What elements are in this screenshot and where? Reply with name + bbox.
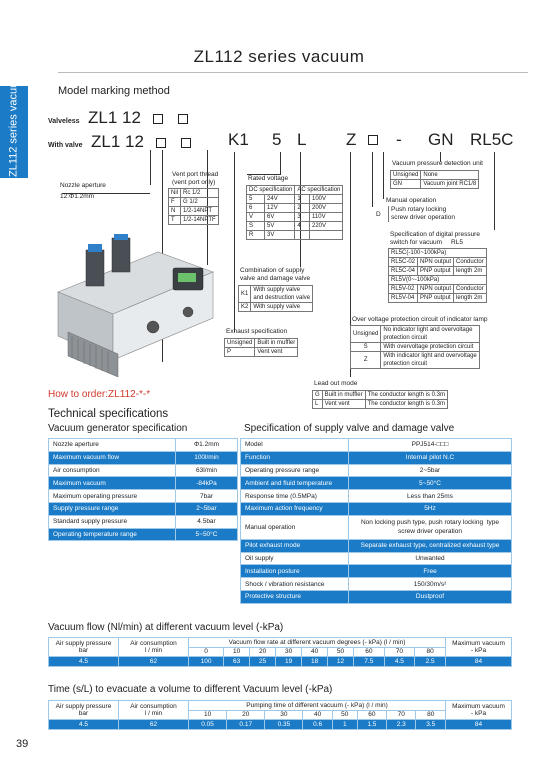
cell: Maximum vacuum - kPa — [446, 638, 512, 657]
time-heading: Time (s/L) to evacuate a volume to different Vacuum level (-kPa) — [48, 684, 333, 695]
cell: Unsigned — [351, 326, 381, 343]
code-box — [368, 135, 378, 145]
cell: 0.6 — [303, 720, 332, 730]
cell: Vent vent — [322, 400, 365, 409]
suffix-gn: GN — [428, 130, 454, 149]
valveless-label: Valveless — [48, 118, 80, 125]
valveless-code: ZL1 12 — [87, 108, 141, 127]
cell: 100V — [310, 195, 343, 204]
cell: 150/30m/s² — [349, 578, 512, 591]
generator-spec-table — [48, 438, 238, 541]
cell: With supply valve and destruction valve — [251, 286, 313, 303]
nozzle-title: Nozzle aperture — [60, 182, 106, 189]
suffix-rl5c: RL5C — [470, 130, 514, 149]
cell: DC specification — [247, 186, 295, 195]
suffix-l: L — [297, 130, 307, 149]
valve-heading: Specification of supply valve and damage valve — [244, 423, 455, 434]
cell: No indicator light and overvoltage protection circuit — [381, 326, 479, 343]
cell: Built in muffler — [255, 339, 298, 348]
suffix-k1: K1 — [228, 130, 249, 149]
cell: 63l/min — [176, 464, 238, 477]
rated-voltage-table — [246, 185, 343, 240]
cell: Maximum action frequency — [241, 502, 349, 515]
cell: RL5C-02 — [389, 258, 418, 267]
cell: Manual operation — [241, 515, 349, 539]
cell: 0.35 — [265, 720, 303, 730]
cell: 1.5 — [357, 720, 386, 730]
cell: 3V — [265, 231, 295, 240]
cell: NPN output — [418, 285, 454, 294]
cell: 1/2-14NPTF — [181, 216, 219, 225]
cell: N — [169, 207, 181, 216]
cell: Unwanted — [349, 552, 512, 565]
valve-spec-table — [240, 438, 512, 604]
valveless-row — [48, 108, 188, 128]
cell: 4.5 — [49, 720, 119, 730]
cell: RL5V-02 — [389, 285, 418, 294]
cell: Φ1.2mm — [176, 439, 238, 452]
manual-op-code: D — [376, 211, 381, 218]
cell: With overvoltage protection circuit — [381, 343, 479, 352]
suffix-z: Z — [346, 130, 357, 149]
cell: 3 — [295, 213, 310, 222]
suffix-5: 5 — [272, 130, 282, 149]
cell: 50 — [328, 647, 354, 657]
cell: 2.5 — [415, 657, 446, 667]
cell: Vacuum flow rate at different vacuum degrees (- kPa) (l / min) — [189, 638, 446, 648]
cell: 4 — [295, 222, 310, 231]
cell: S — [351, 343, 381, 352]
cell: Nil — [169, 189, 181, 198]
cell: Standard supply pressure — [49, 515, 176, 528]
code-box — [178, 114, 188, 124]
vent-thread-title: Vent port thread (vent port only) — [172, 171, 219, 186]
cell: 1 — [295, 195, 310, 204]
cell: 3.5 — [416, 720, 446, 730]
generator-heading: Vacuum generator specification — [48, 423, 188, 434]
cell: P — [225, 348, 255, 357]
cell: 4.5 — [49, 657, 119, 667]
cell: Maximum operating pressure — [49, 490, 176, 503]
cell: Conductor — [454, 285, 487, 294]
tech-heading: Technical specifications — [48, 408, 169, 420]
cell: Maximum vacuum flow — [49, 451, 176, 464]
exhaust-table — [224, 338, 298, 357]
cell: Air consumption — [49, 464, 176, 477]
cell: Operating pressure range — [241, 464, 349, 477]
cell: 62 — [119, 657, 189, 667]
cell: 84 — [446, 657, 512, 667]
cell: 5Hz — [349, 502, 512, 515]
cell: G 1/2 — [181, 198, 219, 207]
vent-thread-table — [168, 188, 219, 225]
cell: Unsigned — [225, 339, 255, 348]
cell: 5 — [247, 195, 265, 204]
cell: 63 — [224, 657, 250, 667]
cell: 40 — [303, 710, 332, 720]
cell: 6 — [247, 204, 265, 213]
cell: Protective structure — [241, 590, 349, 603]
cell: 70 — [384, 647, 415, 657]
vac-detect-table — [390, 170, 479, 189]
with-valve-code: ZL1 12 — [91, 132, 144, 151]
cell: None — [421, 171, 479, 180]
cell: Internal pilot N.C — [349, 451, 512, 464]
cell: With indicator light and overvoltage protection circuit — [381, 352, 479, 369]
digital-table — [388, 248, 487, 303]
cell: Function — [241, 451, 349, 464]
model-heading: Model marking method — [58, 85, 170, 97]
cell: 80 — [415, 647, 446, 657]
cell: Vacuum joint RC1/8 — [421, 180, 479, 189]
flow-heading: Vacuum flow (Nl/min) at different vacuum level (-kPa) — [48, 622, 284, 633]
cell: 0.17 — [227, 720, 265, 730]
time-table — [48, 700, 512, 730]
page-number: 39 — [16, 738, 29, 750]
cell: Air supply pressure bar — [49, 701, 119, 720]
manual-op-title: Manual operation — [386, 197, 437, 204]
cell: 80 — [416, 710, 446, 720]
cell: RL5C(-100~100kPa) — [389, 249, 487, 258]
cell: 0 — [189, 647, 224, 657]
exhaust-title: Exhaust specification — [226, 328, 288, 335]
product-illustration — [48, 232, 218, 382]
cell: 70 — [387, 710, 416, 720]
cell: 6V — [265, 213, 295, 222]
cell: 18 — [302, 657, 328, 667]
cell: 110V — [310, 213, 343, 222]
cell: Dustproof — [349, 590, 512, 603]
cell: Operating temperature range — [49, 528, 176, 541]
cell — [310, 231, 343, 240]
with-valve-row — [48, 132, 191, 152]
cell: 200V — [310, 204, 343, 213]
suffix-dash: - — [396, 130, 402, 149]
cell: Installation posture — [241, 565, 349, 578]
cell: 2.3 — [387, 720, 416, 730]
cell: Z — [351, 352, 381, 369]
side-tab-label: ZL112 series vacuum — [7, 72, 20, 177]
cell: Unsigned — [391, 171, 421, 180]
cell: Oil supply — [241, 552, 349, 565]
cell: RL5V(0~-100kPa) — [389, 276, 487, 285]
cell: NPN output — [418, 258, 454, 267]
cell: T — [169, 216, 181, 225]
cell: 60 — [354, 647, 385, 657]
cell: Separate exhaust type, centralized exhaust type — [349, 539, 512, 552]
cell: PNP output — [418, 294, 454, 303]
cell: 4.5 — [384, 657, 415, 667]
cell: 5V — [265, 222, 295, 231]
cell: 1/2-14NPT — [181, 207, 219, 216]
cell: length 2m — [454, 294, 487, 303]
cell: R — [247, 231, 265, 240]
cell: Pumping time of different vacuum (- kPa) (l / min) — [189, 701, 446, 711]
cell: Model — [241, 439, 349, 452]
cell: 7.5 — [354, 657, 385, 667]
cell: K1 — [239, 286, 251, 303]
digital-title: Specification of digital pressure switch for vacuum RL5 — [390, 231, 480, 246]
cell: V — [247, 213, 265, 222]
cell: 5~50°C — [349, 477, 512, 490]
cell: G — [313, 391, 323, 400]
overvoltage-table — [350, 325, 480, 369]
cell: 2~5bar — [349, 464, 512, 477]
cell: 62 — [119, 720, 189, 730]
cell: 20 — [250, 647, 276, 657]
order-code: How to order:ZL112-*-* — [48, 389, 151, 400]
cell: Conductor — [454, 258, 487, 267]
cell: 12 — [328, 657, 354, 667]
cell — [295, 231, 310, 240]
cell: With supply valve — [251, 303, 313, 312]
vac-detect-title: Vacuum pressure detection unit — [392, 160, 483, 167]
cell: Less than 25ms — [349, 490, 512, 503]
lead-out-table — [312, 390, 448, 409]
cell: 60 — [357, 710, 386, 720]
cell: -84kPa — [176, 477, 238, 490]
page-title: ZL112 series vacuum — [193, 47, 365, 66]
cell: 30 — [265, 710, 303, 720]
cell: RL5V-04 — [389, 294, 418, 303]
cell: Air supply pressure bar — [49, 638, 119, 657]
cell: 20 — [227, 710, 265, 720]
cell: L — [313, 400, 323, 409]
cell: 7bar — [176, 490, 238, 503]
cell: 2 — [295, 204, 310, 213]
cell: PPJ514-□□□ — [349, 439, 512, 452]
cell: AC specification — [295, 186, 343, 195]
cell: S — [247, 222, 265, 231]
cell: 25 — [250, 657, 276, 667]
rated-voltage-title: Rated voltage — [248, 175, 289, 182]
cell: 24V — [265, 195, 295, 204]
cell: 10 — [224, 647, 250, 657]
cell: length 2m — [454, 267, 487, 276]
cell: Air consumption l / min — [119, 638, 189, 657]
cell: 30 — [276, 647, 302, 657]
cell: The conductor length is 0.3m — [365, 400, 447, 409]
side-tab — [0, 72, 28, 178]
cell: K2 — [239, 303, 251, 312]
cell: Pilot exhaust mode — [241, 539, 349, 552]
cell: 220V — [310, 222, 343, 231]
cell: 100 — [189, 657, 224, 667]
cell: 12V — [265, 204, 295, 213]
cell: 100l/min — [176, 451, 238, 464]
cell: 1 — [332, 720, 357, 730]
cell: Ambient and fluid temperature — [241, 477, 349, 490]
cell: Shock / vibration resistance — [241, 578, 349, 591]
cell: PNP output — [418, 267, 454, 276]
code-box — [153, 114, 163, 124]
cell: Rc 1/2 — [181, 189, 219, 198]
cell: 5~50°C — [176, 528, 238, 541]
code-box — [156, 138, 166, 148]
code-box — [181, 138, 191, 148]
with-valve-label: With valve — [48, 142, 83, 149]
cell: 2~5bar — [176, 502, 238, 515]
cell: 4.5bar — [176, 515, 238, 528]
cell: 19 — [276, 657, 302, 667]
cell: Nozzle aperture — [49, 439, 176, 452]
cell: 10 — [189, 710, 227, 720]
cell: 50 — [332, 710, 357, 720]
cell: Built in muffler — [322, 391, 365, 400]
combo-table — [238, 285, 313, 312]
cell: Maximum vacuum - kPa — [446, 701, 512, 720]
combo-title: Combination of supply valve and damage valve — [240, 267, 311, 282]
cell: Air consumption l / min — [119, 701, 189, 720]
cell: RL5C-04 — [389, 267, 418, 276]
cell: Maximum vacuum — [49, 477, 176, 490]
cell: Supply pressure range — [49, 502, 176, 515]
cell: GN — [391, 180, 421, 189]
manual-op-desc: Push rotary locking screw driver operation — [388, 206, 455, 222]
cell: F — [169, 198, 181, 207]
cell: Free — [349, 565, 512, 578]
cell: 0.05 — [189, 720, 227, 730]
nozzle-value: 12:Φ1.2mm — [60, 193, 95, 200]
lead-out-title: Lead out mode — [314, 380, 358, 387]
overvoltage-title: Over voltage protection circuit of indicator lamp — [352, 316, 488, 323]
flow-table — [48, 637, 512, 667]
cell: Response time (0.5MPa) — [241, 490, 349, 503]
cell: 84 — [446, 720, 512, 730]
cell: The conductor length is 0.3m — [365, 391, 447, 400]
cell: Vent vent — [255, 348, 298, 357]
cell: Non locking push type, push rotary locking type screw driver operation — [349, 515, 512, 539]
title-divider — [58, 72, 528, 73]
cell: 40 — [302, 647, 328, 657]
